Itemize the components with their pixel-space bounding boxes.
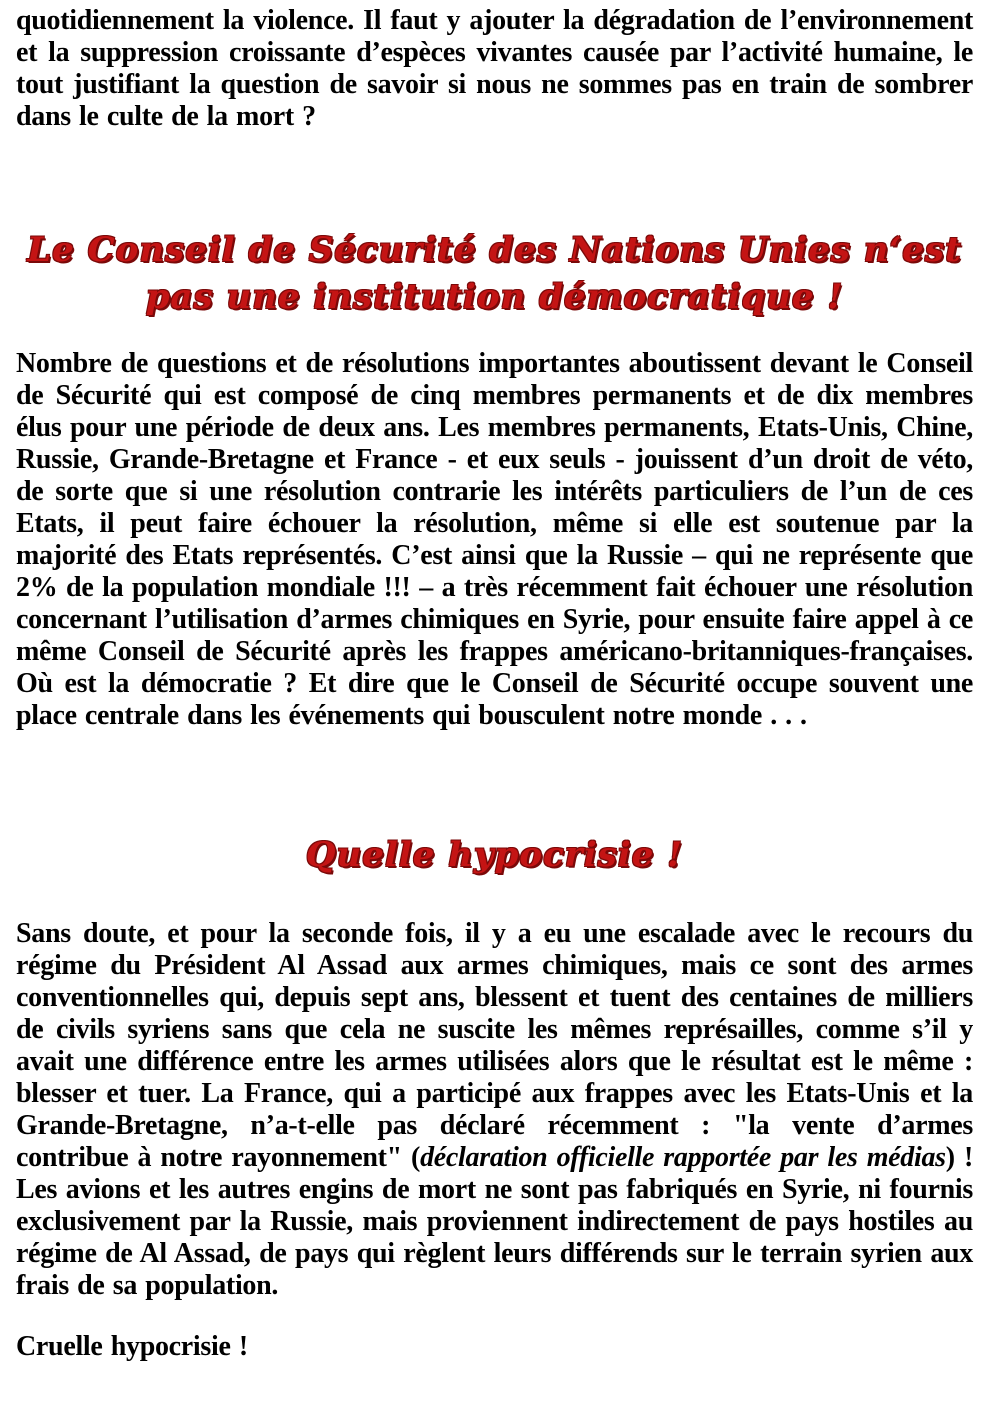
paragraph-hypocrisy (16, 918, 973, 1302)
heading-hypocrisy: Quelle hypocrisie ! (305, 835, 684, 875)
paragraph-hypocrisy-italic-quote-source: déclaration officielle rapportée par les médias (420, 1142, 946, 1173)
closing-line: Cruelle hypocrisie ! (16, 1331, 248, 1362)
paragraph-intro: quotidiennement la violence. Il faut y ajouter la dégradation de l’environnement et la suppression croissante d’espèces vivantes causée par l’activité humaine, le tout justifiant la question de savoir si nous ne sommes pas en train de sombrer dans le culte de la mort ? (16, 5, 973, 132)
heading-security-council: Le Conseil de Sécurité des Nations Unies n‘est pas une institution démocratique ! (27, 230, 962, 317)
paragraph-hypocrisy-text-start: Sans doute, et pour la seconde fois, il y a eu une escalade avec le recours du régime du Président Al Assad aux armes chimiques, mais ce sont des armes conventionnelles qui, depuis sept ans, blessent et tuent des centaines de milliers de civils syriens sans que cela ne suscite les mêmes représailles, comme s’il y avait une différence entre les armes utilisées alors que le résultat est le même : blesser et tuer. La France, qui a participé aux frappes avec les Etats-Unis et la Grande-Bretagne, n’a-t-elle pas déclaré récemment : "la vente d’armes contribue à notre rayonnement" ( (16, 918, 973, 1173)
paragraph-hypocrisy-text-end: ) ! Les avions et les autres engins de mort ne sont pas fabriqués en Syrie, ni fournis exclusivement par la Russie, mais proviennent indirectement de pays hostiles au régime de Al Assad, de pays qui règlent leurs différends sur le terrain syrien aux frais de sa population. (16, 1142, 974, 1301)
paragraph-security-council: Nombre de questions et de résolutions importantes aboutissent devant le Conseil de Sécurité qui est composé de cinq membres permanents et de dix membres élus pour une période de deux ans. Les membres permanents, Etats-Unis, Chine, Russie, Grande-Bretagne et France - et eux seuls - jouissent d’un droit de véto, de sorte que si une résolution contrarie les intérêts particuliers de l’un de ces Etats, il peut faire échouer la résolution, même si elle est soutenue par la majorité des Etats représentés. C’est ainsi que la Russie – qui ne représente que 2% de la population mondiale !!! – a très récemment fait échouer une résolution concernant l’utilisation d’armes chimiques en Syrie, pour ensuite faire appel à ce même Conseil de Sécurité après les frappes américano-britanniques-françaises. Où est la démocratie ? Et dire que le Conseil de Sécurité occupe souvent une place centrale dans les événements qui bousculent notre monde . . . (16, 348, 973, 731)
